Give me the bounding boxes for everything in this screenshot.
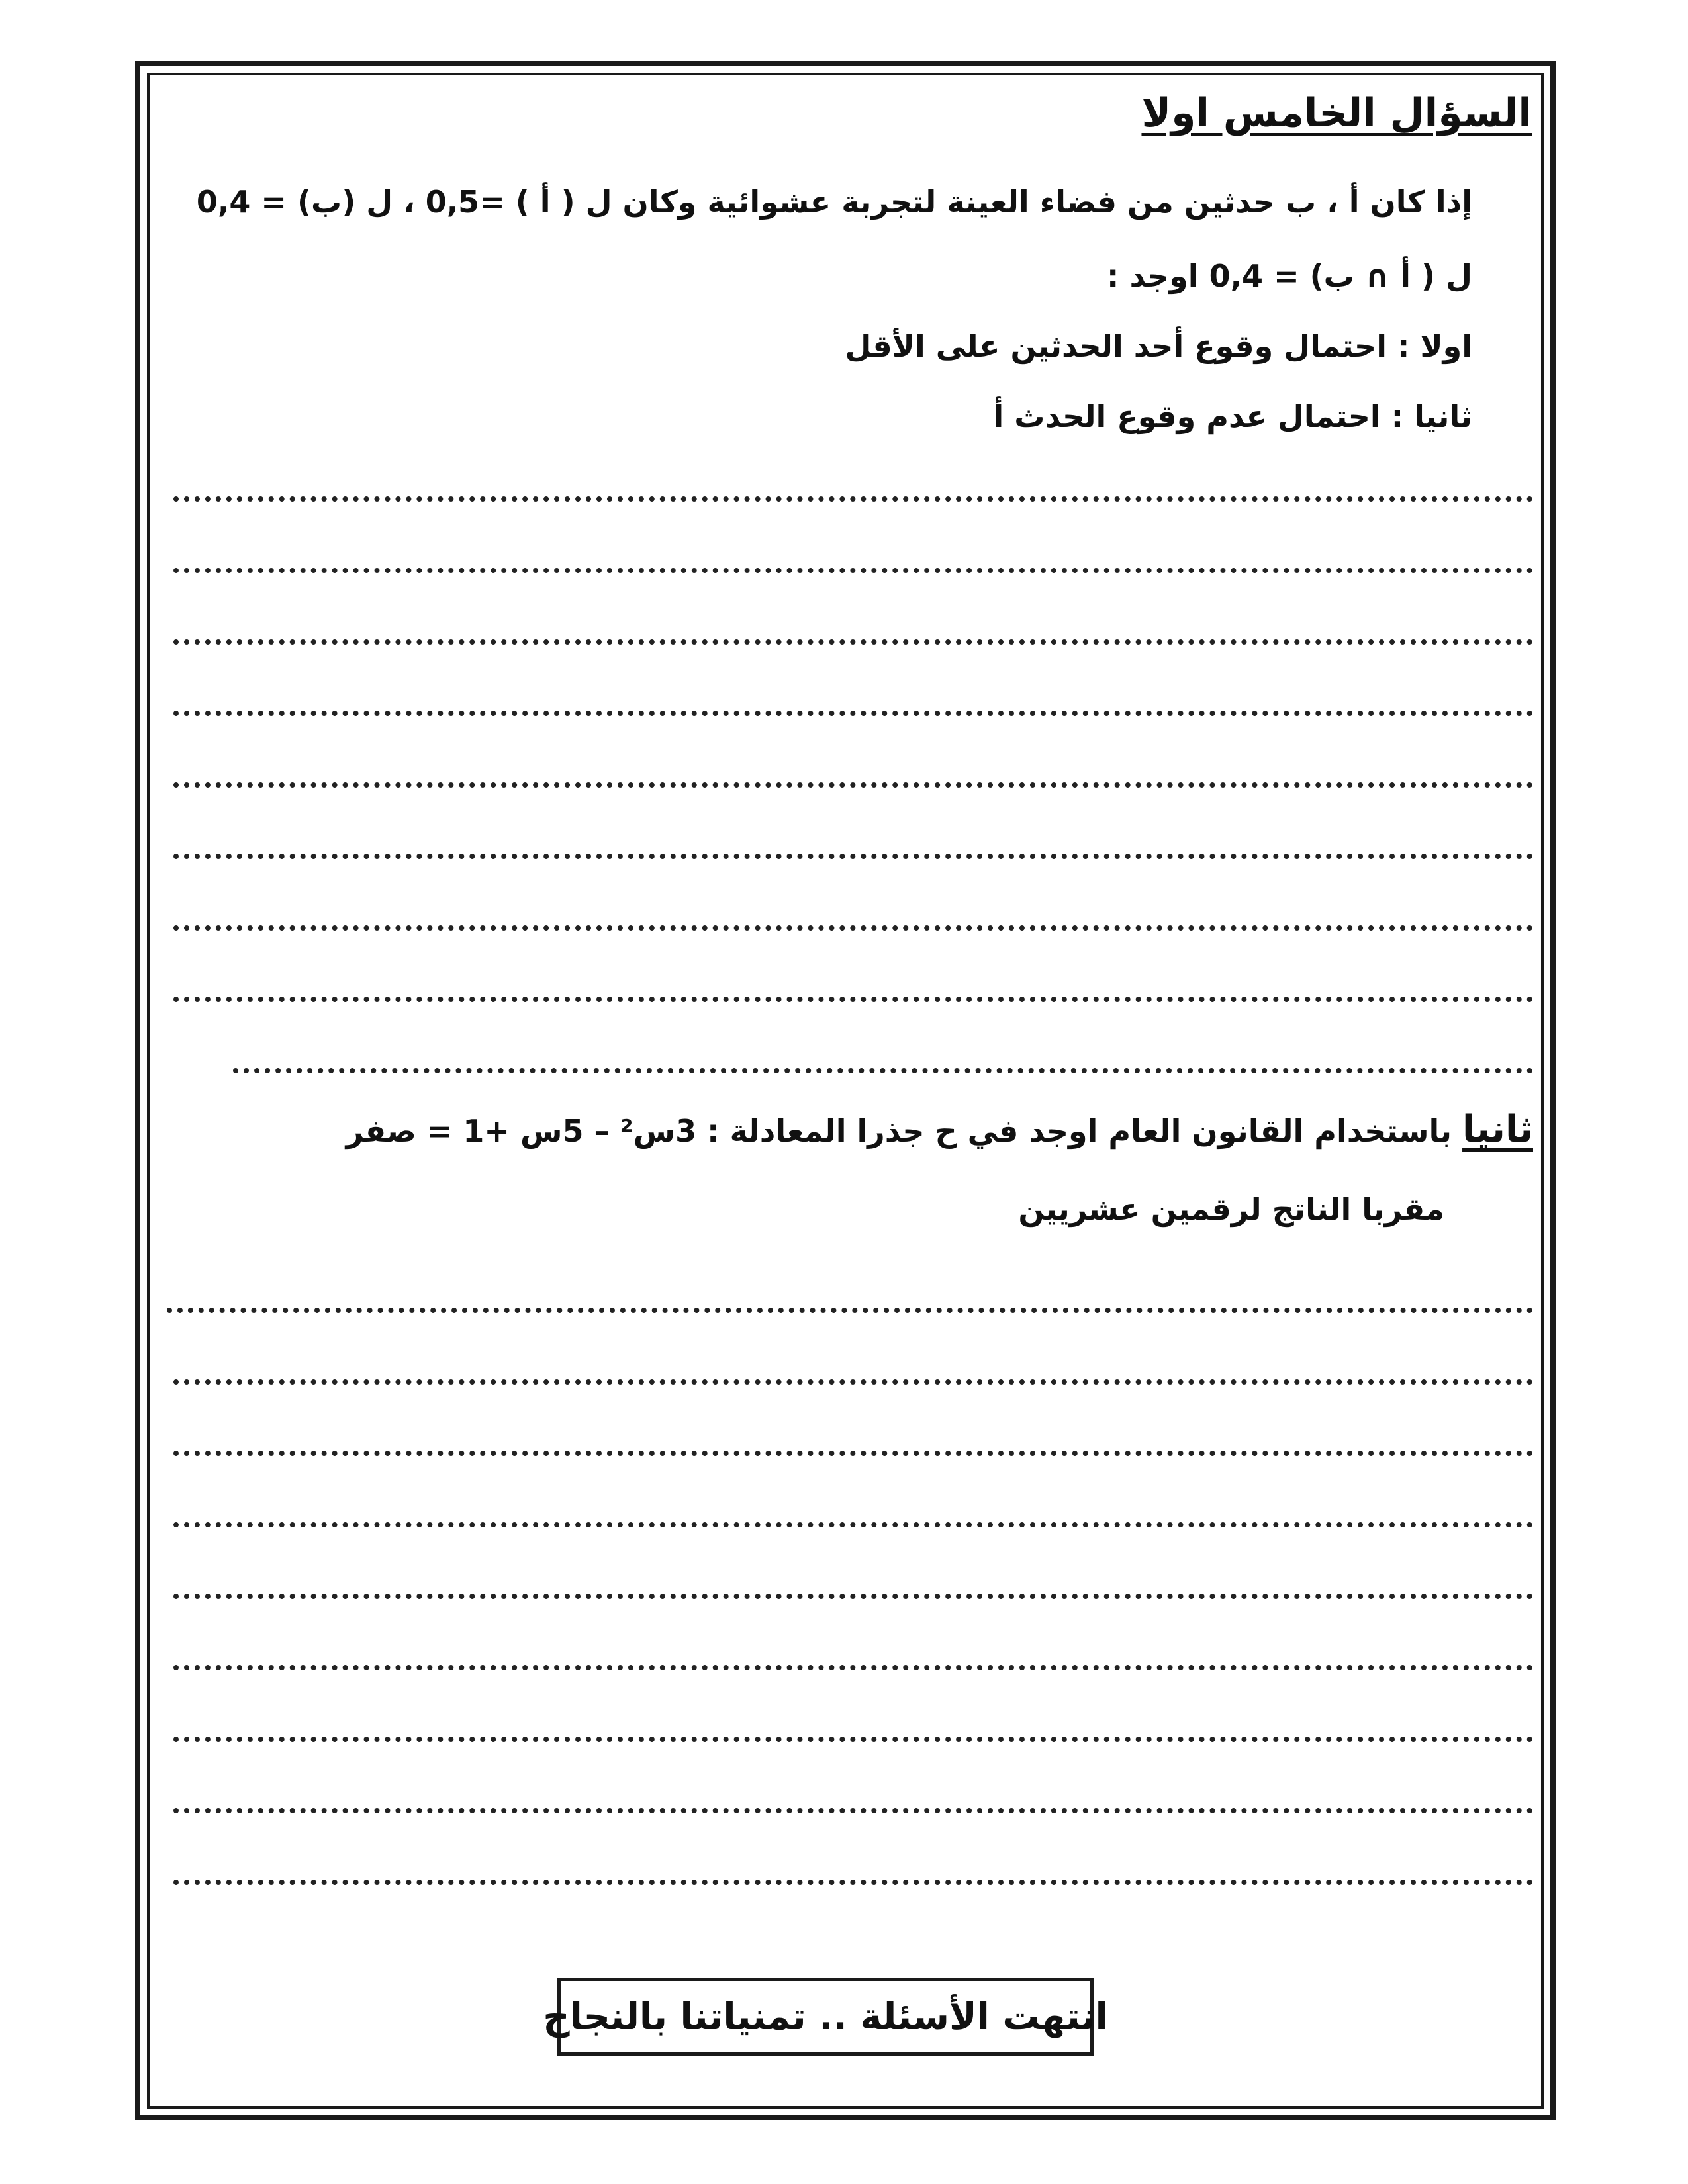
second-question-label: ثانيا (1462, 1108, 1533, 1151)
answer-line[interactable] (173, 1379, 1533, 1385)
question-heading: السؤال الخامس اولا (1141, 90, 1532, 136)
second-question-line-2: مقربا الناتج لرقمين عشريين (1018, 1191, 1444, 1227)
answer-line[interactable] (173, 1594, 1533, 1599)
second-question-text: باستخدام القانون العام اوجد في ح جذرا المعادلة : 3س² – 5س +1 = صفر (346, 1113, 1463, 1149)
answer-line[interactable] (173, 496, 1533, 502)
answer-line[interactable] (173, 1737, 1533, 1742)
intro-line-2: ل ( أ ∩ ب) = 0,4 اوجد : (1107, 258, 1472, 294)
answer-line[interactable] (233, 1068, 1533, 1073)
closing-box (543, 1978, 1108, 2056)
item-second: ثانيا : احتمال عدم وقوع الحدث أ (993, 398, 1472, 434)
answer-line[interactable] (173, 1522, 1533, 1527)
answer-line[interactable] (173, 1451, 1533, 1456)
answer-line[interactable] (173, 711, 1533, 716)
answer-line[interactable] (173, 1665, 1533, 1670)
answer-line[interactable] (173, 568, 1533, 573)
intro-line-1: إذا كان أ ، ب حدثين من فضاء العينة لتجربة عشوائية وكان ل ( أ ) =0,5 ، ل (ب) = 0,4 (196, 184, 1472, 220)
answer-line[interactable] (173, 639, 1533, 645)
answer-line[interactable] (167, 1308, 1533, 1313)
closing-message: انتهت الأسئلة .. تمنياتنا بالنجاح (543, 1995, 1108, 2038)
inner-border (147, 73, 1544, 2109)
answer-line[interactable] (173, 997, 1533, 1002)
second-question-line (346, 1108, 1533, 1151)
item-first: اولا : احتمال وقوع أحد الحدثين على الأقل (845, 328, 1472, 364)
answer-line[interactable] (173, 854, 1533, 859)
page-border (135, 61, 1556, 2120)
answer-line[interactable] (173, 1880, 1533, 1885)
answer-line[interactable] (173, 1808, 1533, 1813)
answer-line[interactable] (173, 925, 1533, 931)
answer-line[interactable] (173, 782, 1533, 788)
